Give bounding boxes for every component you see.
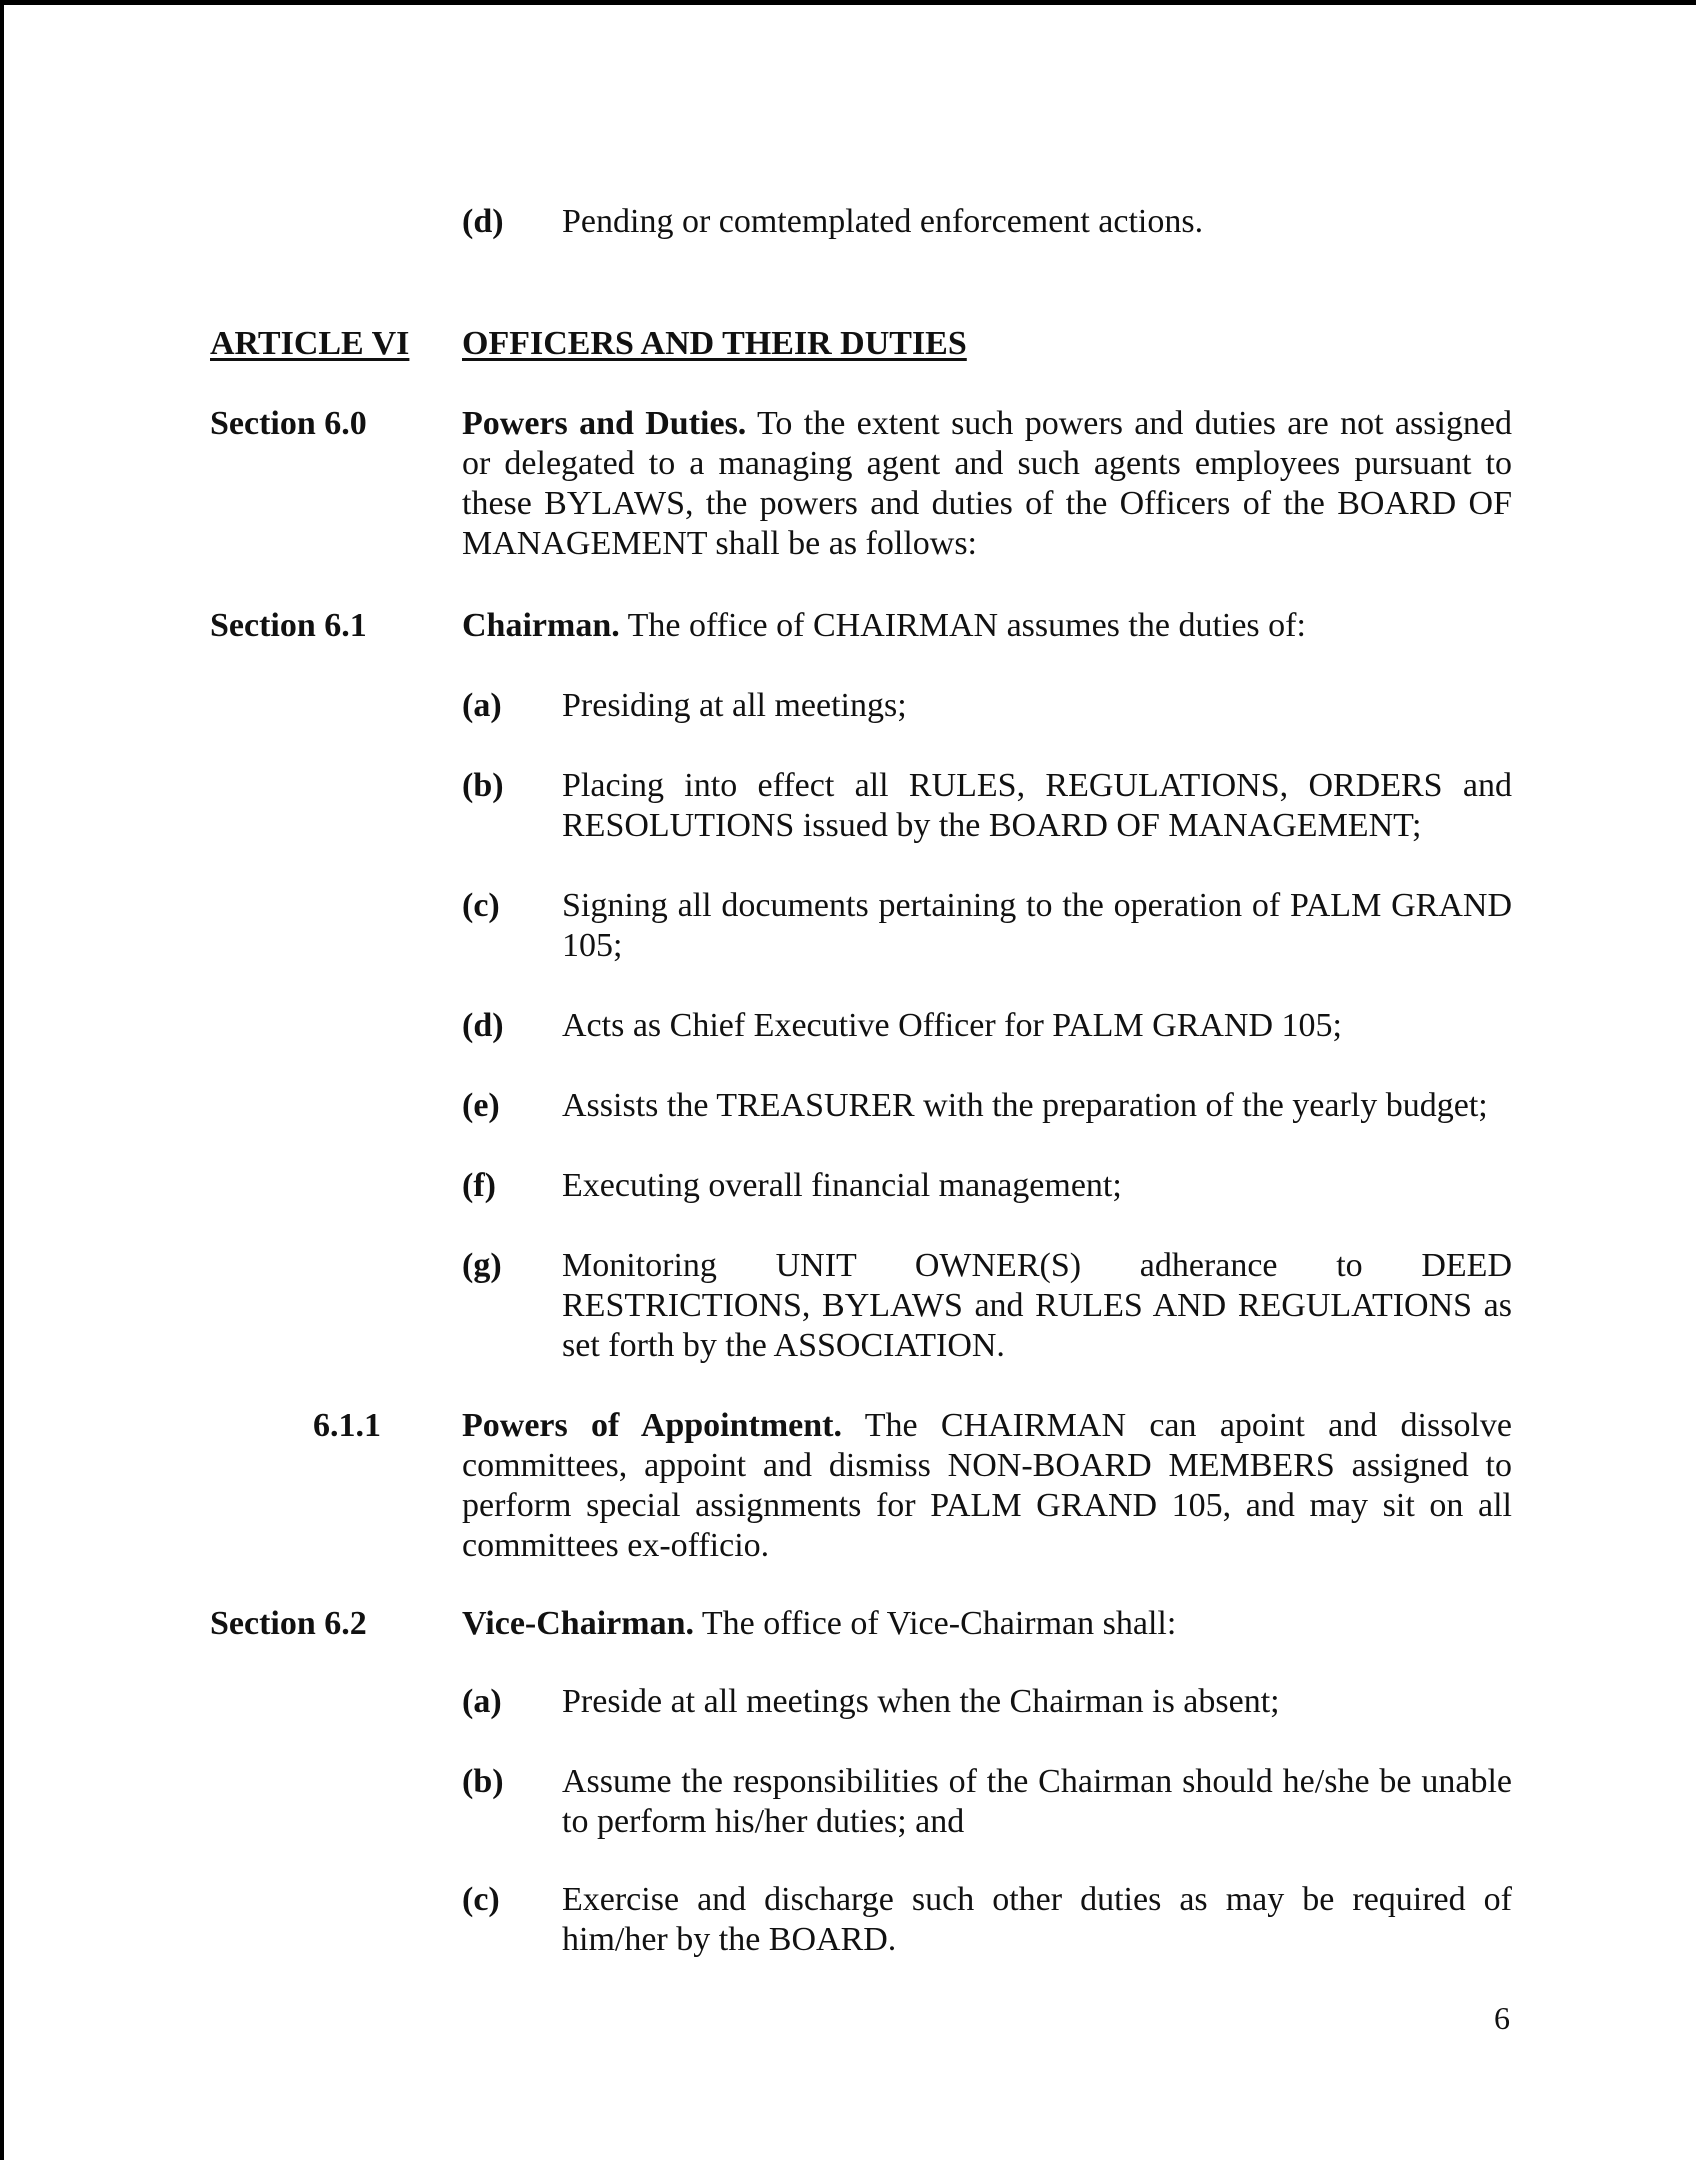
list-item-label: (b) xyxy=(462,767,504,804)
scan-top-border xyxy=(0,0,1696,5)
section-6-0-label: Section 6.0 xyxy=(210,405,367,442)
list-item-label: (d) xyxy=(462,1007,504,1044)
list-item-label: (c) xyxy=(462,887,500,924)
list-item-text: Executing overall financial management; xyxy=(562,1167,1122,1204)
section-6-1-1-label: 6.1.1 xyxy=(313,1407,381,1444)
list-item-text: Signing all documents pertaining to the operation of PALM GRAND 105; xyxy=(562,887,1512,964)
list-item-label: (c) xyxy=(462,1881,500,1918)
top-item-label: (d) xyxy=(462,203,504,240)
list-item-text: Acts as Chief Executive Officer for PALM GRAND 105; xyxy=(562,1007,1342,1044)
section-6-1-label: Section 6.1 xyxy=(210,607,367,644)
article-label: ARTICLE VI xyxy=(210,325,410,362)
article-title: OFFICERS AND THEIR DUTIES xyxy=(462,325,967,362)
section-6-1-1-paragraph xyxy=(462,1406,1512,1566)
list-item-text: Assists the TREASURER with the preparation of the yearly budget; xyxy=(562,1087,1488,1124)
section-6-1-heading: Chairman. xyxy=(462,607,620,644)
list-item-text: Exercise and discharge such other duties as may be required of him/her by the BOARD. xyxy=(562,1881,1512,1958)
list-item-label: (e) xyxy=(462,1087,500,1124)
section-6-1-paragraph xyxy=(462,606,1512,646)
list-item-label: (a) xyxy=(462,687,502,724)
top-item-text: Pending or comtemplated enforcement actions. xyxy=(562,203,1204,240)
list-item-label: (b) xyxy=(462,1763,504,1800)
section-6-2-heading: Vice-Chairman. xyxy=(462,1605,694,1642)
section-6-2-paragraph xyxy=(462,1604,1512,1644)
list-item-text: Monitoring UNIT OWNER(S) adherance to DEED RESTRICTIONS, BYLAWS and RULES AND REGULATIONS as set forth by the ASSOCIATION. xyxy=(562,1247,1512,1364)
list-item-text: Presiding at all meetings; xyxy=(562,687,907,724)
list-item-label: (f) xyxy=(462,1167,496,1204)
list-item-label: (g) xyxy=(462,1247,502,1284)
section-6-2-text: The office of Vice-Chairman shall: xyxy=(701,1605,1177,1642)
list-item-text: Preside at all meetings when the Chairman is absent; xyxy=(562,1683,1280,1720)
page-number: 6 xyxy=(1494,2000,1510,2036)
section-6-2-label: Section 6.2 xyxy=(210,1605,367,1642)
section-6-0-paragraph xyxy=(462,404,1512,564)
list-item-text: Placing into effect all RULES, REGULATIONS, ORDERS and RESOLUTIONS issued by the BOARD OF MANAGEMENT; xyxy=(562,767,1512,844)
list-item-label: (a) xyxy=(462,1683,502,1720)
list-item-text: Assume the responsibilities of the Chairman should he/she be unable to perform his/her duties; and xyxy=(562,1763,1512,1840)
section-6-0-heading: Powers and Duties. xyxy=(462,405,747,442)
section-6-1-1-text: The CHAIRMAN can apoint and dissolve committees, appoint and dismiss NON-BOARD MEMBERS assigned to perform special assignments for PALM GRAND 105, and may sit on all committees ex-officio. xyxy=(462,1407,1512,1564)
scan-left-border xyxy=(0,0,4,2160)
section-6-1-text: The office of CHAIRMAN assumes the duties of: xyxy=(627,607,1306,644)
section-6-0-text: To the extent such powers and duties are not assigned or delegated to a managing agent and such agents employees pursuant to these BYLAWS, the powers and duties of the Officers of the BOARD OF MANAGEMENT shall be as follows: xyxy=(462,405,1512,562)
section-6-1-1-heading: Powers of Appointment. xyxy=(462,1407,843,1444)
